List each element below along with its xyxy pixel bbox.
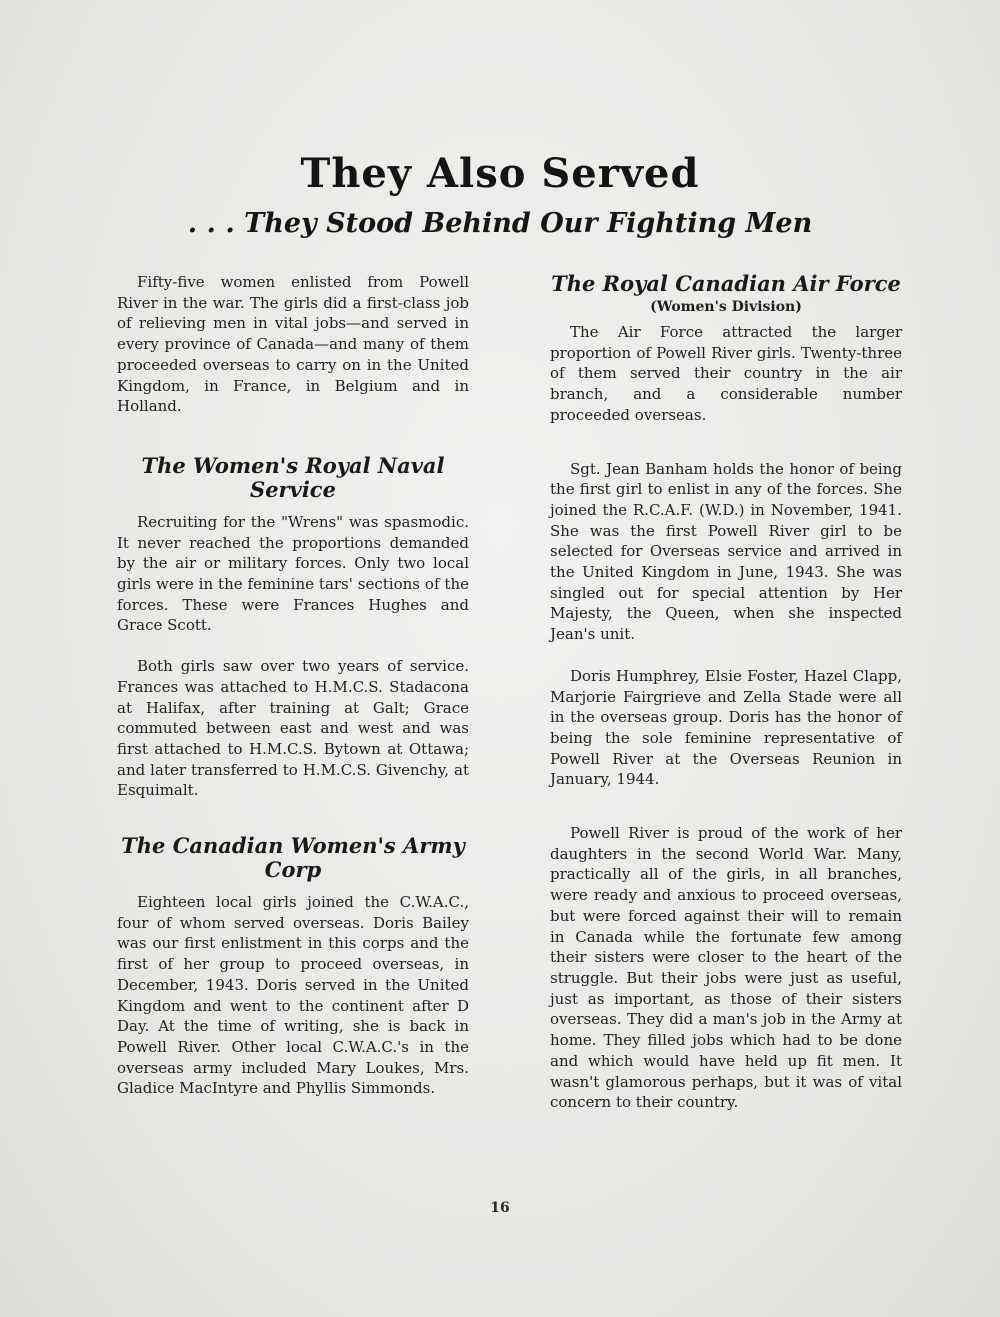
rcaf-subheading: (Women's Division) (650, 299, 802, 315)
wrens-paragraph-2: Both girls saw over two years of service. Frances was attached to H.M.C.S. Stadacona at Halifax, after training at Galt; Grace commuted between east and west and was first attached to H.M.C.S. Bytown at Ottawa; and later transferred to H.M.C.S. Givenchy, at Esquimalt. (117, 657, 469, 800)
wrens-paragraph-1: Recruiting for the "Wrens" was spasmodic. It never reached the proportions demanded by the air or military forces. Only two local girls were in the feminine tars' sections of the forces. These were Frances Hughes and Grace Scott. (117, 512, 469, 635)
rcaf-paragraph-1: The Air Force attracted the larger proportion of Powell River girls. Twenty-three of them served their country in the air branch, and a considerable number proceeded overseas. (550, 323, 902, 424)
cwac-paragraph-1: Eighteen local girls joined the C.W.A.C., four of whom served overseas. Doris Bailey was our first enlistment in this corps and the first of her group to proceed overseas, in December, 1943. Doris served in the United Kingdom and went to the continent after D Day. At the time of writing, she is back in Powell River. Other local C.W.A.C.'s in the overseas army included Mary Loukes, Mrs. Gladice MacIntyre and Phyllis Simmonds. (117, 893, 469, 1098)
page-title: They Also Served (300, 150, 700, 197)
cwac-heading: The Canadian Women's Army Corp (121, 833, 465, 883)
closing-paragraph: Powell River is proud of the work of her daughters in the second World War. Many, practically all of the girls, in all branches, were ready and anxious to proceed overseas, but were forced against their will to remain in Canada while the fortunate few among their sisters were closer to the heart of the struggle. But their jobs were just as useful, just as important, as those of their sisters overseas. They did a man's job in the Army at home. They filled jobs which had to be done and which would have held up fit men. It wasn't glamorous perhaps, but it was of vital concern to their country. (550, 824, 902, 1112)
rcaf-heading: The Royal Canadian Air Force (551, 271, 901, 296)
page-subtitle: . . . They Stood Behind Our Fighting Men (187, 208, 813, 239)
rcaf-paragraph-3: Doris Humphrey, Elsie Foster, Hazel Clapp, Marjorie Fairgrieve and Zella Stade were all in the overseas group. Doris has the honor of being the sole feminine representative of Powell River at the Overseas Reunion in January, 1944. (550, 666, 902, 789)
page-number: 16 (490, 1200, 510, 1216)
rcaf-paragraph-2: Sgt. Jean Banham holds the honor of being the first girl to enlist in any of the forces. She joined the R.C.A.F. (W.D.) in November, 1941. She was the first Powell River girl to be selected for Overseas service and arrived in the United Kingdom in June, 1943. She was singled out for special attention by Her Majesty, the Queen, when she inspected Jean's unit. (550, 459, 902, 644)
intro-paragraph: Fifty-five women enlisted from Powell River in the war. The girls did a first-class job of relieving men in vital jobs—and served in every province of Canada—and many of them proceeded overseas to carry on in the United Kingdom, in France, in Belgium and in Holland. (117, 273, 469, 416)
wrens-heading: The Women's Royal Naval Service (141, 452, 445, 502)
right-column (550, 272, 902, 1113)
left-column (117, 272, 469, 1099)
